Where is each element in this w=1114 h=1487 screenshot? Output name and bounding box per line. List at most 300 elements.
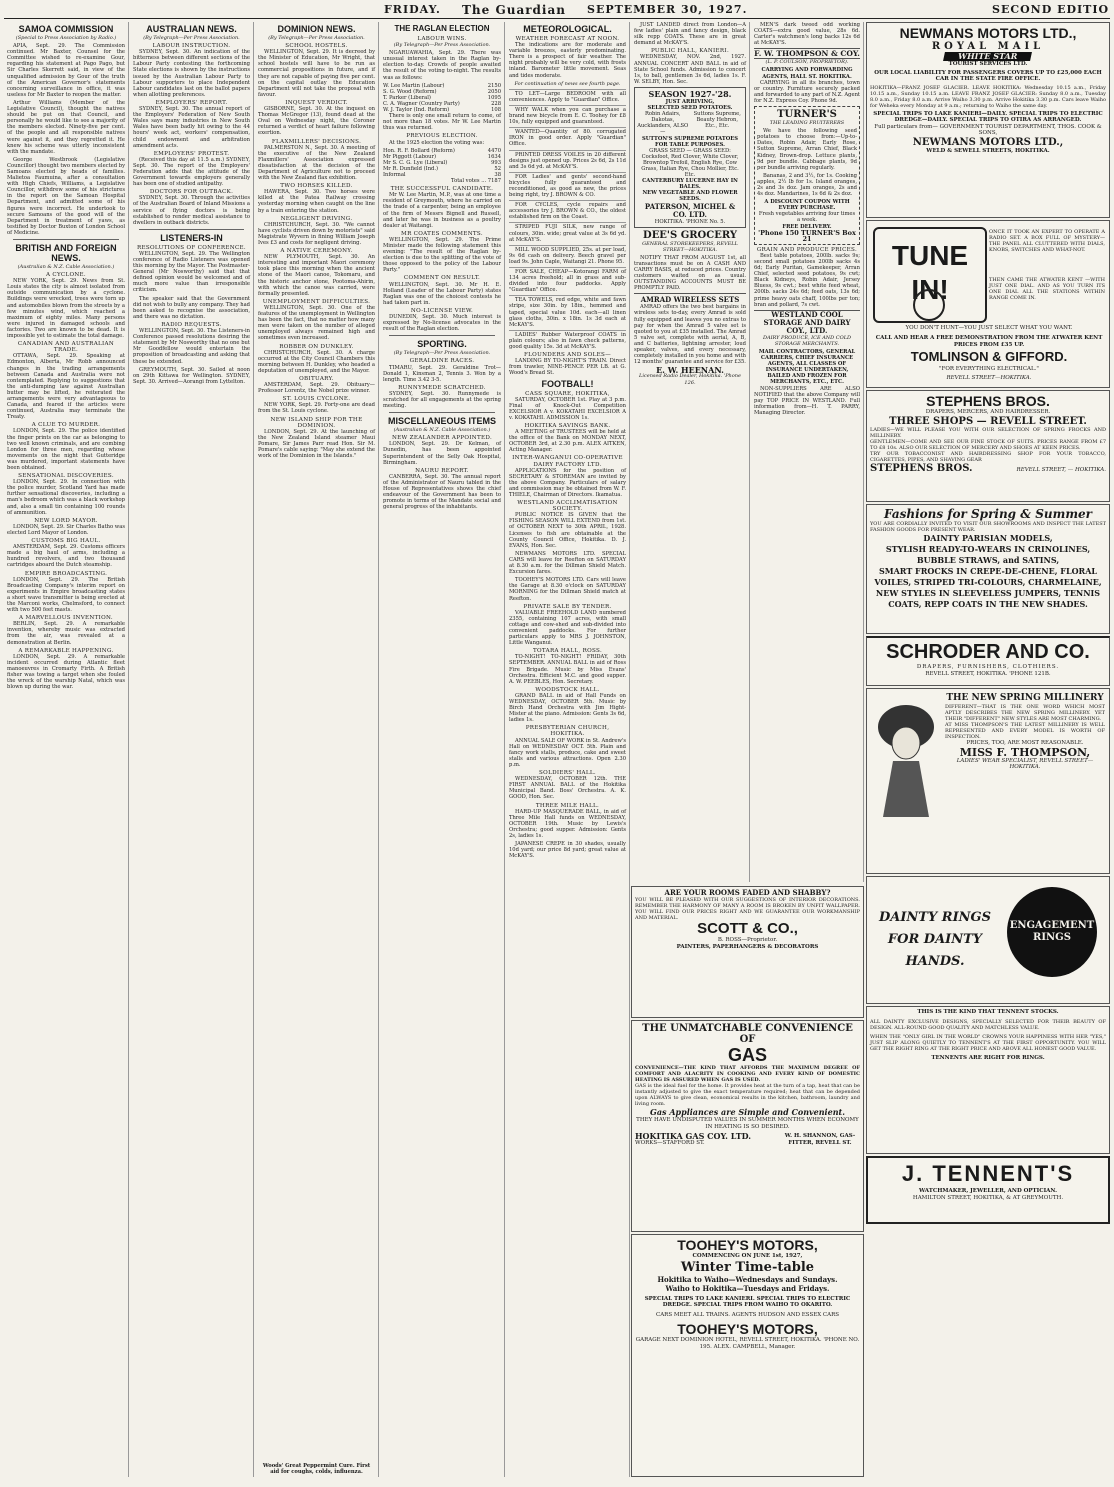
article-paragraph: The speaker said that the Government did not wish to bully any company. They had been asked to recognise the association, and there was no dictation. xyxy=(133,295,250,320)
classified-ad: TEA TOWELS, red edge, white and fawn stripe, size 30in. by 18in., hemmed and taped, special value 10d. each—all linen glass cloths, 30in. x 18in. 1s 3d each at McKAY'S. xyxy=(509,297,626,328)
tennent-text-ad xyxy=(866,1006,1110,1154)
millinery-prices: PRICES, TOO, ARE MOST REASONABLE. xyxy=(966,740,1084,746)
atwater-kent-ad xyxy=(866,220,1110,388)
subheading: PREVIOUS ELECTION. xyxy=(406,133,478,140)
classified-ad: NON-SUPPLIERS ARE ALSO NOTIFIED that the above Company will pay TOP PRICE IN WESTLAND. Full information from—H. T. PARRY, Managing Director. xyxy=(754,385,860,416)
subheading: EMPIRE BROADCASTING. xyxy=(24,570,108,577)
arriving-label: JUST ARRIVING, xyxy=(665,98,715,105)
masthead-day: FRIDAY. xyxy=(384,3,441,16)
amrad-heading: AMRAD WIRELESS SETS xyxy=(634,293,746,304)
headline-dominion-news: DOMINION NEWS. xyxy=(277,24,356,34)
classified-ad: MILL WOOD SUPPLIED, 25s. at per load, 9s 6d cash on delivery. Beech gravel per load 9s. John Caple, Waitangi 21. Phone 95. xyxy=(509,246,626,265)
classified-ad: GRAND BALL in aid of Hall Funds on WEDNESDAY, OCTOBER 5th. Music by Birch Hand Orchestra with Jim Hight-Mister at the piano. Admission: Gents 3s 6d, ladies 1s. xyxy=(509,692,626,724)
subheading: INQUEST VERDICT. xyxy=(285,99,348,106)
newspaper-page xyxy=(4,2,1110,1483)
classified-ad: LADIES' Rubber Waterproof COATS in plain colours; also in fawn check patterns, good quality 15s. 3d at McKAY'S. xyxy=(509,331,626,351)
classified-ad: A MEETING of TRUSTEES will be held at the office of the Bank on MONDAY NEXT, OCTOBER 3rd, at 2.30 p.m. ALEX AITKEN, Acting Manager. xyxy=(509,429,626,454)
fashions-heading: Fashions for Spring & Summer xyxy=(884,507,1092,521)
stephens-address: REVELL STREET, — HOKITIKA. xyxy=(1016,466,1106,473)
subheading: LABOUR INSTRUCTION. xyxy=(152,43,231,50)
timetable-line: Hokitika to Waiho—Wednesdays and Sundays. xyxy=(657,1274,838,1284)
classified-ad: WEDNESDAY, NOV. 2nd, 1927. ANNUAL CONCERT AND BALL in aid of State School funds. Admission to concert 1s, to ball, gentlemen 3s 6d, ladies 1s. F. W. SELBY, Hon. Sec. xyxy=(634,54,746,85)
subheading: OBITUARY. xyxy=(299,375,334,382)
newmans-motors-ad xyxy=(866,22,1110,218)
article-paragraph: AMSTERDAM, Sept. 29. Obituary—Professor Lorentz, the Nobel prize winner. xyxy=(258,382,375,395)
vote-count: 52 xyxy=(494,165,501,172)
subheading: TOTARA HALL, ROSS. xyxy=(532,648,603,655)
article-paragraph: BERLIN, Sept. 29. A remarkable invention, whereby music was extracted from the air, was revealed at a demonstration at Berlin. xyxy=(7,621,125,646)
article-paragraph: WELLINGTON, Sept. 30. Mr H. E. Holland (Leader of the Labour Party) states Raglan was one of the choicest contests he had taken part in. xyxy=(383,281,501,306)
subheading: INTER-WANGANUI CO-OPERATIVE DAIRY FACTORY LTD. xyxy=(512,455,623,468)
three-shops: THREE SHOPS — REVELL STREET. xyxy=(889,415,1087,427)
cars-meet-trains: CARS MEET ALL TRAINS. AGENTS HUDSON AND ESSEX CARS xyxy=(656,1311,839,1318)
classified-ad: TO LET—Large BEDROOM with all conveniences. Apply to "Guardian" Office. xyxy=(509,90,626,103)
byline: (By Telegraph—Per Press Association. xyxy=(393,350,491,357)
classified-ad: WANTED—Quantity of 80. corrugated IRON in good order. Apply "Guardian" Office. xyxy=(509,129,626,148)
shannon-gasfitter: W. H. SHANNON, GAS-FITTER, REVELL ST. xyxy=(784,1133,856,1146)
millinery-text-1: DIFFERENT—THAT IS THE ONE WORD WHICH MOST APTLY DESCRIBES THE NEW SPRING MILLINERY. YET THEIR "DIFFERENT" NEW STYLES ARE MOST CHARMING. xyxy=(945,704,1105,722)
masthead-edition: SECOND EDITIO xyxy=(992,3,1110,16)
article-paragraph: APIA, Sept. 29. The Commission continued. Mr Baxter, Counsel for the Committee wished to re-examine Gour, regarding his statement at Pago Pago, but Sir Charles Skerrett said, in view of the unqualified admission by Gour of the truth of the American Governor's statements concerning surveillance in office, it was useless for Mr Baxter to reopen the matter. xyxy=(7,43,125,98)
headline-football: FOOTBALL! xyxy=(541,378,594,389)
article-paragraph: PALMERSTON N., Sept. 30. A meeting of the executive of the New Zealand Flaxmillers' Association expressed dissatisfaction at the decision of the Department of Agriculture not to proceed with the New Zealand flax exhibition. xyxy=(258,144,375,182)
byline: (By Telegraph—Per Press Association. xyxy=(143,35,240,41)
subheading: NEW ISLAND SHIP FOR THE DOMINION. xyxy=(270,416,363,429)
schroder-name: SCHRODER AND CO. xyxy=(886,641,1090,663)
vote-count: 38 xyxy=(494,171,501,178)
heenan-name: E. W. HEENAN. xyxy=(656,365,724,376)
classified-ad: TO-NIGHT! TO-NIGHT! FRIDAY, 30th SEPTEMBER. ANNUAL BALL in aid of Ross Fire Brigade. Music by Miss Evans' Orchestra. Efficient M.C. and good supper. A. W. PEEBLES, Hon. Secretary. xyxy=(509,654,626,685)
paterson-michel-address: HOKITIKA. 'PHONE No. 5. xyxy=(654,218,726,225)
subheading: A CLUE TO MURDER. xyxy=(31,422,101,429)
classified-ad: NOTIFY THAT FROM AUGUST 1st, all transactions must be on A CASH AND CARRY BASIS, at reduced prices. Country customers waited on as usual. OUTSTANDING ACCOUNTS MUST BE PROMPTLY PAID. xyxy=(634,254,746,292)
article-paragraph: LONDON, Sept. 29. A remarkable incident occurred during Atlantic fleet manoeuvres in Cromarty Firth. A British fisher was towing a target when she fouled the wreck of the warship Natal, which was blown up during the war. xyxy=(7,653,125,691)
article-paragraph: CHRISTCHURCH, Sept. 30. "We cannot have cyclists driven down by motorists" said Magistrate Wyvern in fining William Joseph Ives £3 and costs for negligent driving. xyxy=(258,221,375,246)
article-paragraph: SYDNEY, Sept. 30. Runnymede is scratched for all engagements at the spring meeting. xyxy=(383,390,501,410)
table-potatoes-label: SUTTON'S SUPREME POTATOES FOR TABLE PURPOSES. xyxy=(642,135,738,148)
particulars-from: Full particulars from— GOVERNMENT TOURIST DEPARTMENT, THOS. COOK & SONS, xyxy=(874,123,1102,136)
scott-trades: PAINTERS, PAPERHANGERS & DECORATORS xyxy=(676,943,819,950)
total-votes: Total votes ... 7187 xyxy=(451,178,501,185)
season-heading: SEASON 1927-'28. xyxy=(648,88,732,99)
article-paragraph: George Westbrook (Legislative Councillor) thought two members elected by Samoans elected by heads of families. Malietoa Faumuina, after a consultation with High Chiefs, Williams, a Legislative Councillor, withdrew some of his strictures in the report on the Samoan Hospital Department, and admitted some of his figures were incorrect. He undertook to secure Samoans of the good will of the Department in treatment of yaws, as testified by Doctor Buxton of London School of Medicine. xyxy=(7,156,125,236)
candidate-name: T. Parker (Liberal) xyxy=(383,94,431,101)
classified-ad: APPLICATIONS for the position of SECRETARY & STOREMAN are invited by the above Company. Particulars of salary and commission may be obtained from W. F. THIELE, Chairman of Directors. Ikamatua. xyxy=(509,467,626,498)
candidate-name: W. J. Taylor (Ind. Reform) xyxy=(383,107,450,114)
article-paragraph: (Received this day at 11.5 a.m.) SYDNEY, Sept. 30. The report of the Employers' Federation adds that the attitude of the Government towards employers generally has been one of studied antipathy. xyxy=(133,156,250,188)
toohey-commencing: COMMENCING ON JUNE 1st, 1927, xyxy=(692,1253,803,1259)
divider xyxy=(389,335,495,336)
veg-seeds-label: NEW VEGETABLE AND FLOWER SEEDS. xyxy=(642,190,738,203)
turners-text: We have the following seed potatoes to choose from:—Up-to-Dates, Robin Adair, Early Rose, Sutton Supreme, Arran Chief, Black Kidney, Brown-drop. Lettuce plants, 9d per bundle. Cabbage plants, 9d per bundle arriving regularly. xyxy=(757,128,857,171)
subheading: NEGLIGENT DRIVING. xyxy=(280,215,353,222)
newmans-name: NEWMANS MOTORS LTD., xyxy=(899,25,1077,41)
potato-varieties-2: Suttons Supreme, Beauty Hebron, Etc., Etc. xyxy=(693,111,741,130)
column-australian-news xyxy=(130,22,254,1477)
newmans-name-footer: NEWMANS MOTORS LTD., xyxy=(912,136,1064,148)
subheading: GRAIN AND PRODUCE PRICES. xyxy=(756,246,858,253)
subheading: COMMENT ON RESULT. xyxy=(403,275,481,282)
tennent-rings-slogan: TENNENTS ARE RIGHT FOR RINGS. xyxy=(931,1054,1045,1061)
gas-appliances: Gas Appliances are Simple and Convenient. xyxy=(650,1107,845,1117)
new-styles: NEW STYLES IN SLEEVELESS JUMPERS, TENNIS COATS, REPP COATS IN THE NEW SHADES. xyxy=(875,588,1101,609)
article-paragraph: WELLINGTON, Sept. 30. One of the features of the unemployment in Wellington has been the fact, that no matter how many men were taken on the number of alleged unemployed always remained high and sometimes even increased. xyxy=(258,304,375,342)
headline-listeners-in: LISTENERS-IN xyxy=(160,232,223,243)
winter-timetable: Winter Time-table xyxy=(680,1259,815,1275)
masthead-title: The Guardian xyxy=(462,3,566,17)
byline: (Australian & N.Z. Cable Association.) xyxy=(393,427,491,434)
column-raglan-election xyxy=(380,22,505,1477)
election-results xyxy=(383,83,501,113)
headline-meteorological: METEOROLOGICAL. xyxy=(523,24,612,34)
grain-prices: Best table potatoes, 200lb. sacks 9s; second small potatoes 200lb sacks 4s 6d; Early Puritan, Gamekeeper, Arran Chief, selected seed potatoes, 9s cwt; Black Kidneys, Robin Adair, Jersey Bluess, 9s cwt.; best white feed wheat, 200lb. sacks 24s 6d; feed oats, 13s 6d; prime heavy oats chaff, 100lbs per ton; bran and pollard, 7s cwt. xyxy=(754,252,860,308)
article-paragraph: GISBORNE, Sept. 30. At the inquest on Thomas McGregor (13), found dead at the Oval on Wednesday night, the Coroner returned a verdict of heart failure following exertion. xyxy=(258,106,375,137)
article-paragraph: There is only one small return to come, of not more than 18 votes. Mr W. Lee Martin thus was returned. xyxy=(383,113,501,132)
subheading: NEW ZEALANDER APPOINTED. xyxy=(391,435,493,442)
divider xyxy=(13,239,119,240)
article-paragraph: CANBERRA, Sept. 30. The annual report of the Administrator of Nauru tabled in the House of Representatives shows the chief endeavour of the Government has been to promote in terms of the Mandate social and general progress of the inhabitants. xyxy=(383,473,501,511)
subheading: RUNNYMEDE SCRATCHED. xyxy=(398,384,486,391)
vote-count: 108 xyxy=(491,107,501,114)
scott-proprietor: B. ROSS—Proprietor. xyxy=(717,937,778,943)
classified-ad: PUBLIC NOTICE IS GIVEN that the FISHING SEASON WILL EXTEND from 1st. of OCTOBER NEXT to 30th APRIL, 1928. Licenses to fish are obtainable at the County Council Office, Hokitika. D. J. EVANS, Hon. Sec. xyxy=(509,512,626,549)
headline-raglan-election: THE RAGLAN ELECTION xyxy=(394,24,490,33)
gas-word: GAS xyxy=(727,1045,767,1065)
stephens-ladies: LADIES—WE WILL PLEASE YOU WITH OUR SELECTION OF SPRING FROCKS AND MILLINERY. xyxy=(870,426,1106,439)
classified-ad: WEDNESDAY, OCTOBER 12th. THE FIRST ANNUAL BALL of the Hokitika Municipal Band. Boss' Orchestra. A. K. GOOD, Hon. Sec. xyxy=(509,776,626,801)
article-paragraph: SYDNEY, Sept. 30. An indication of the bitterness between different sections of the Labour Party contesting the forthcoming State elections is shown by the instructions issued by the Australian Labour Party to Labour supporters to place Independent Labour candidates last on the ballot papers when allotting preferences. xyxy=(133,49,250,98)
subheading: NEW LORD MAYOR. xyxy=(34,517,98,524)
dees-grocery-sub: GENERAL STOREKEEPERS, REVELL STREET—HOKITIKA. xyxy=(642,240,738,253)
westland-cool-storage-name: WESTLAND COOL STORAGE AND DAIRY COY., LTD. xyxy=(754,310,860,335)
gas-company-name: HOKITIKA GAS COY. LTD. xyxy=(635,1131,752,1141)
miss-thompson-name: MISS F. THOMPSON, xyxy=(959,745,1091,759)
faded-rooms-heading: ARE YOUR ROOMS FADED AND SHABBY? xyxy=(664,888,831,897)
classified-ad: WHY WALK when you can purchase a brand new bicycle from E. C. Toohey for £8 10s, fully equipped and guaranteed. xyxy=(509,106,626,126)
headline-samoa: SAMOA COMMISSION xyxy=(18,24,114,34)
subheading: A NATIVE CEREMONY. xyxy=(280,248,353,255)
candidate-name: Informal xyxy=(383,171,406,178)
gas-heading: THE UNMATCHABLE CONVENIENCE OF xyxy=(642,1023,853,1045)
vote-count: 993 xyxy=(491,159,501,166)
byline: (Australian & N.Z. Cable Association.) xyxy=(17,264,115,270)
subheading: GERALDINE RACES. xyxy=(409,358,475,365)
tennent-stocks: THIS IS THE KIND THAT TENNENT STOCKS. xyxy=(917,1009,1059,1015)
subheading: EMPLOYERS' REPORT. xyxy=(155,99,228,106)
toohey-motors-ad xyxy=(631,1234,864,1477)
discount-coupon: A DISCOUNT COUPON WITH EVERY PURCHASE. xyxy=(764,199,850,212)
candidate-name: Mr S. C. G. Lye (Liberal) xyxy=(383,159,448,166)
column-meteorological-classifieds xyxy=(506,22,630,1477)
subheading: ROBBER ON DUNKLEY. xyxy=(279,343,354,350)
fashions-invite: YOU ARE CORDIALLY INVITED TO VISIT OUR SHOWROOMS AND INSPECT THE LATEST FASHION GOODS FOR PRESENT WEAR. xyxy=(870,521,1106,533)
classified-ad: JAPANESE CREPE in 30 shades, usually 10d yard; our price 8d yard; great value at McKAY'S. xyxy=(509,841,626,860)
byline: (Special to Press Association by Radio.) xyxy=(15,35,117,41)
engagement-rings-badge: ENGAGEMENT RINGS xyxy=(1007,887,1097,977)
dees-grocery-name: DEE'S GROCERY xyxy=(643,229,737,241)
subheading: WOODSTOCK HALL. xyxy=(535,686,600,693)
headline-sporting: SPORTING. xyxy=(417,339,467,350)
divider xyxy=(389,412,495,413)
article-paragraph: LONDON, Sept. 29. The British Broadcasting Company's interim report on experiments in Empire broadcasting states a short wave transmitter is being erected at the Marconi works, Chelmsford, to connect with two 500 feet masts. xyxy=(7,576,125,614)
scott-name: SCOTT & CO., xyxy=(697,920,798,937)
classified-ad: FOR SALE, CHEAP—Kotorangi FARM of 134 acres freehold; all in grass and sub-divided into four paddocks. Apply "Guardian" Office. xyxy=(509,269,626,294)
subheading: HOKITIKA SAVINGS BANK. xyxy=(524,422,611,429)
subheading: LABOUR WINS. xyxy=(417,36,467,42)
tune-text-3: YOU DON'T HUNT—YOU JUST SELECT WHAT YOU WANT. xyxy=(905,325,1073,331)
smart-frocks: SMART FROCKS IN CREPE-DE-CHENE, FLORAL VOILES, STRIPED TRI-COLOURS, CHARMELAINE, xyxy=(874,566,1102,587)
scott-decorators-ad xyxy=(631,886,864,1018)
tennent-address: HAMILTON STREET, HOKITIKA, & AT GREYMOUTH. xyxy=(912,1194,1064,1201)
spring-millinery-ad xyxy=(866,688,1110,874)
subheading: A CYCLONE. xyxy=(45,272,87,279)
subheading: PRIVATE SALE BY TENDER. xyxy=(523,603,612,610)
stephens-gentlemen: GENTLEMEN—COME AND SEE OUR FINE STOCK OF SUITS. PRICES RANGE FROM £7 TO £8 10s. ALSO OUR SELECTION OF MERCERY AND SHOES AT KEEN PRICES. xyxy=(870,438,1106,451)
stephens-name: STEPHENS BROS. xyxy=(926,393,1050,409)
candidate-name: C. A. Wagner (Country Party) xyxy=(383,100,460,107)
headline-australian-news: AUSTRALIAN NEWS. xyxy=(146,24,237,34)
ready-to-wears: STYLISH READY-TO-WEARS IN CRINOLINES, BUBBLE STRAWS, and SATINS, xyxy=(885,544,1091,565)
subheading: DOCTORS FOR OUTBACK. xyxy=(149,189,234,196)
vote-count: 2050 xyxy=(487,88,501,95)
dial-icon xyxy=(913,289,945,321)
schroder-fashions-ad xyxy=(866,504,1110,634)
toohey-address: GARAGE NEXT DOMINION HOTEL, REVELL STREET, HOKITIKA. 'PHONE NO. 195. ALEX. CAMPBELL, Manager. xyxy=(635,1337,860,1350)
subheading: NO-LICENSE VIEW. xyxy=(410,307,474,314)
column-samoa-and-foreign xyxy=(4,22,129,1477)
classified-ad: LANDING BY TO-NIGHT'S TRAIN. Direct from trawler, NINE-PENCE PER LB. at G. Wood's Bread St. xyxy=(509,358,626,377)
subheading: CUSTOMS BIG HAUL. xyxy=(31,538,101,545)
subheading: THE SUCCESSFUL CANDIDATE. xyxy=(390,186,494,193)
column-dominion-news xyxy=(255,22,379,1477)
subheading: SOLDIERS' HALL. xyxy=(539,770,596,777)
vote-count: 1095 xyxy=(487,94,501,101)
article-paragraph: LONDON, Sept. 29. In connection with the police murder, Scotland Yard has made further sensational discoveries, including a man's bedroom which was a black workshop and, also a small tin containing 100 rounds of ammunition. xyxy=(7,479,125,516)
subheading: RESOLUTIONS OF CONFERENCE. xyxy=(137,244,246,251)
lady-hat-illustration xyxy=(873,697,939,817)
turners-ad xyxy=(754,106,860,245)
gas-company-works: WORKS—STAFFORD ST. xyxy=(635,1140,705,1146)
thompson-sub: (L. P. COULSON, PROPRIETOR). xyxy=(765,59,849,66)
gas-convenience: CONVENIENCE—THE KIND THAT AFFORDS THE MAXIMUM DEGREE OF COMFORT AND ALACRITY IN COOKING AND EVERY KIND OF DOMESTIC HEATING IS ASSURED WHEN GAS IS USED. xyxy=(635,1065,860,1083)
subheading: NAURU REPORT. xyxy=(415,467,469,474)
classified-ad: FOR Ladies' and gents' second-hand bicycles fully guaranteed and reconditioned, as good as new, the prices being right, try J. BROWN & CO. xyxy=(509,173,626,199)
article-paragraph: DUNEDIN, Sept. 30. Much interest is expressed by No-license advocates in the result of the Raglan election. xyxy=(383,314,501,333)
turners-name: TURNER'S xyxy=(777,109,837,121)
continuation-note: For continuation of news see fourth page. xyxy=(514,80,621,87)
schroder-name-block xyxy=(866,636,1110,686)
column-local-ads-a xyxy=(631,22,750,882)
special-trips: SPECIAL TRIPS TO LAKE KANIERI—DAILY. SPECIAL TRIPS TO ELECTRIC DREDGE—DAILY. SPECIAL TRIPS TO OTIRA AS ARRANGED. xyxy=(873,110,1103,123)
tomlinson-address: REVELL STREET—HOKITIKA. xyxy=(946,375,1032,381)
classified-ad: HARD-UP MASQUERADE BALL, in aid of Three Mile Hall funds on WEDNESDAY, OCTOBER 19th. Music by Lewis's Orchestra; good supper. Admission: Gents 2s, ladies 1s. xyxy=(509,808,626,839)
article-paragraph: LONDON, Sept. 29. The police identified the finger prints on the car as belonging to two well known criminals, and are combing London for three men, regarding whose movements on the night that Gutteridge was murdered, important statements have been obtained. xyxy=(7,428,125,471)
potatoes-label: SELECTED SEED POTATOES. xyxy=(647,105,733,112)
subheading: WEATHER FORECAST AT NOON. xyxy=(515,36,620,42)
schroder-address: REVELL STREET, HOKITIKA. 'PHONE 121B. xyxy=(925,670,1051,677)
miss-thompson-address: LADIES' WEAR SPECIALIST, REVELL STREET—HOKITIKA. xyxy=(956,757,1094,770)
article-paragraph: NEW PLYMOUTH, Sept. 30. An interesting and important Maori ceremony took place this morning when the ancient stone of the Maori canoe, Tokomaru, and the historic anchor stone, Pootoma-Ahirin, with which the canoe was carried, were formally presented. xyxy=(258,254,375,297)
article-paragraph: Arthur Williams (Member of the Legislative Council), thought the natives should be put on that Council, and personally he would like to see a majority of the members elected. Ninety-five per cent. of the people and all responsible natives were against it, and they regretted it. He knew his scheme was utterly inconsistent with the mandate. xyxy=(7,99,125,155)
dainty-rings-ad xyxy=(866,876,1110,1004)
tune-text-2: THEN CAME THE ATWATER KENT —WITH JUST ONE DIAL. AND AS YOU TURN ITS ONE DIAL ALL THE STATIONS WITHIN RANGE COME IN. xyxy=(989,277,1105,301)
classified-ad: NEWMANS MOTORS LTD. SPECIAL CARS will leave for Reefton on SATURDAY at 8.30 a.m. for the Dillman Shield Match. Excursion fares. xyxy=(509,550,626,576)
byline: (By Telegraph—Per Press Association. xyxy=(268,35,365,41)
classified-list xyxy=(509,89,626,350)
timetable-line: Waiho to Hokitika—Tuesdays and Fridays. xyxy=(665,1283,830,1293)
article-paragraph: AMSTERDAM, Sept. 29. Customs officers made a big haul of arms, including a hundred revolvers, and two thousand cartridges aboard the Dutch steamship. xyxy=(7,544,125,569)
peppermint-cure-ad: Woods' Great Peppermint Cure. First aid for coughs, colds, influenza. xyxy=(262,1462,371,1475)
article-paragraph: WELLINGTON, Sept. 29. It is decreed by the Minister of Education, Mr Wright, that school hostels will have to be run as commercial propositions in future, and if they are not capable of paying five per cent. on the capital outlay the Education Department will not take the proposal with favour. xyxy=(258,49,375,98)
potato-varieties-1: Robin Adairs, Dakotas, Aucklanders, ALSO— xyxy=(637,111,689,136)
fresh-veg-note: Fresh vegetables arriving four times a week. xyxy=(758,211,856,224)
westland-sub: DAIRY PRODUCE, ICE AND COLD STORAGE MERCHANTS. xyxy=(762,334,852,347)
tune-in-heading: TUNE IN! xyxy=(891,240,969,305)
forecast-text: The indications are for moderate and variable breezes, easterly predominating. There is a prospect of fair weather. The night probably will be very cold, with frosts inland. Barometer little movement. Seas and tides moderate. xyxy=(509,42,626,79)
tennent-designs: ALL DAINTY EXCLUSIVE DESIGNS, SPECIALLY SELECTED FOR THEIR BEAUTY OF DESIGN. ALL-ROUND GOOD QUALITY AND MATCHLESS VALUE. xyxy=(870,1018,1106,1031)
toohey-name: TOOHEY'S MOTORS, xyxy=(677,1237,818,1253)
candidate-name: S. G. Wood (Reform) xyxy=(383,88,437,95)
paterson-michel-name: PATERSON, MICHEL & CO. LTD. xyxy=(644,201,736,219)
millinery-heading: THE NEW SPRING MILLINERY xyxy=(946,693,1104,703)
turners-text: Bananas, 2 and 3½, for 1s. Cooking apples, 2½ lb for 1s. Island oranges, 2s and 3s doz. Jam oranges, 2s and 4s doz. Mandarines, 1s 6d & 2s doz. xyxy=(757,172,857,198)
liability-note: OUR LOCAL LIABILITY FOR PASSENGERS COVERS UP TO £25,000 EACH CAR IN THE STATE FIRE OFFICE. xyxy=(874,69,1102,82)
classified-ad: SATURDAY, OCTOBER 1st. Play at 3 p.m. Final of Knock-Out Competition EXCELSIOR A v. KOKATAHI EXCELSIOR A v. KOKATAHI. ADMISSION 1s. xyxy=(509,396,626,421)
decorators-text: YOU WILL BE PLEASED WITH OUR SUGGESTIONS OF INTERIOR DECORATIONS. REMEMBER THE HARMONY OF MANY A ROOM IS BROKEN BY UNFIT WALLPAPER. YOU WILL FIND OUR PRICES RIGHT AND WE GUARANTEE OUR WORKMANSHIP AND MATERIAL. xyxy=(635,897,860,921)
subheading: PUBLIC HALL, KANIERI. xyxy=(650,48,730,55)
subheading: CASS SQUARE, HOKITIKA, xyxy=(525,390,610,397)
subheading: SENSATIONAL DISCOVERIES. xyxy=(18,473,114,480)
headline-foreign-news: BRITISH AND FOREIGN NEWS. xyxy=(15,243,117,263)
subheading: WESTLAND ACCLIMATISATION SOCIETY. xyxy=(517,500,618,513)
stephens-trades: DRAPERS, MERCERS, AND HAIRDRESSER. xyxy=(925,409,1051,415)
subheading: MR COATES COMMENTS. xyxy=(401,230,483,237)
parisian-models: DAINTY PARISIAN MODELS, xyxy=(923,533,1053,543)
classified-ad: STRIPED FUJI SILK, new range of colours, 30in. wide; great value at 3s 6d yd. at McKAY'S. xyxy=(509,224,626,243)
classified-ad: MEN'S dark tweed odd working COATS—extra good value, 28s 6d. Carter's watchmen's long backs 12s 6d at McKAY'S. xyxy=(754,22,860,47)
tomlinson-gifford-name: TOMLINSON & GIFFORD. xyxy=(910,349,1068,364)
article-paragraph: NEW YORK, Sept. 29. Forty-one are dead from the St. Louis cyclone. xyxy=(258,402,375,415)
subheading: FLAXMILLERS' DECISIONS. xyxy=(271,138,362,145)
classified-ad: PRINTED DRESS VOILES in 20 different designs just opened up. Prices 2s 6d, 2s 11d and 3s 6d yd. at McKAY'S. xyxy=(509,151,626,170)
vote-count: 1634 xyxy=(487,153,501,160)
gas-ad xyxy=(631,1020,864,1232)
tennent-name: J. TENNENT'S xyxy=(901,1161,1075,1186)
vote-count: 2150 xyxy=(487,82,501,89)
millinery-text-2: AT MISS THOMPSON'S THE LATEST MILLINERY IS WELL REPRESENTED AND EVERY MODEL IS WORTH OF INSPECTION. xyxy=(945,722,1105,740)
masthead xyxy=(4,2,1110,19)
article-paragraph: At the 1925 election the voting was: xyxy=(389,139,485,146)
newmans-address: WELD & SEWELL STREETS, HOKITIKA. xyxy=(926,147,1050,154)
tune-text-1: ONCE IT TOOK AN EXPERT TO OPERATE A RADIO SET. A BOX FULL OF MYSTERY—THE PANEL ALL CLUTTERED WITH DIALS, KNOBS, SWITCHES AND WHAT-NOT. xyxy=(989,229,1105,253)
headline-miscellaneous: MISCELLANEOUS ITEMS xyxy=(387,416,496,427)
toohey-name-footer: TOOHEY'S MOTORS, xyxy=(677,1321,818,1337)
tennent-name-ad xyxy=(866,1156,1110,1224)
turners-phone: 'Phone 150 TURNER'S Box 21 xyxy=(758,228,856,243)
dainty-rings-heading: DAINTY RINGS FOR DAINTY HANDS. xyxy=(878,910,992,969)
article-paragraph: TIMARU, Sept. 29. Geraldine Trot—Donald 1, Kinsman 2, Tennis 3. Won by a length. Time 3.42 3-5. xyxy=(383,364,501,383)
classified-ad: VALUABLE FREEHOLD LAND numbered 2355, containing 107 acres, with small cottage and cow-shed and sub-divided into convenient paddocks. For further particulars apply to MRS J. JOHNSTON, Little Wanganui. xyxy=(509,609,626,647)
article-paragraph: Mr W. Lee Martin, M.P., was at one time a resident of Greymouth, where he carried on the trade of a carpenter, being an employee of the firm of Messrs Bignell and Russell, and later he was in business as a poultry dealer at Waitangi. xyxy=(383,192,501,229)
royal-mail: ROYAL MAIL xyxy=(931,41,1045,52)
article-paragraph: OTTAWA, Sept. 29. Speaking at Edmonton, Alberta, Mr Robb announced changes in the trading arrangements between Canada and Australia were not contemplated. Replying to suggestions that the anti-dumping law against Australian butter may be lifted, he reiterated the arrangements were very advantageous to Canada, and feared if the articles were continued, Australia may terminate the Treaty. xyxy=(7,353,125,421)
westland-services: MAIL CONTRACTORS, GENERAL CARRIERS, CHIEF INSURANCE AGENTS, ALL CLASSES OF INSURANCE UNDERTAKEN, BAILED AND FROZEN FOR MERCHANTS, ETC., ETC. xyxy=(758,348,856,386)
subheading: CANADIAN AND AUSTRALIAN TRADE. xyxy=(17,341,115,354)
classified-ad: AMRAD offers the two best bargains in wireless sets to-day, every Amrad is sold fully equipped and leaves you no extras to pay for when the Amrad 5 valve set is quoted to you at £35 installed. The Amrad 5 valve set, complete with aerial, A, B, and C batteries, lightning arrester, loud speaker, valves, and every necessary, completely installed in you home and with 12 months' guarantee and service for £35. xyxy=(634,304,746,366)
article-paragraph: LONDON, Sept. 29. Sir Charles Batho was elected Lord Mayor of London. xyxy=(7,523,125,536)
divider xyxy=(139,229,244,230)
byline: (By Telegraph—Per Press Association. xyxy=(393,42,491,49)
candidate-name: Hon. R. F. Bollard (Reform) xyxy=(383,147,455,154)
vote-count: 228 xyxy=(491,100,501,107)
special-trips: SPECIAL TRIPS TO LAKE KANIERI. SPECIAL TRIPS TO ELECTRIC DREDGE. SPECIAL TRIPS FROM WAIHO TO OKARITO. xyxy=(644,1295,851,1308)
classified-ad: TOOHEY'S MOTORS LTD. Cars will leave the Garage at 8.30 o'clock on SATURDAY MORNING for the Dillman Shield match at Reefton. xyxy=(509,577,626,602)
turners-sub: THE LEADING FRUITERERS xyxy=(769,120,845,127)
stephens-bros-ad xyxy=(866,390,1110,502)
candidate-name: W. Lee Martin (Labour) xyxy=(383,82,445,89)
subheading: TWO HORSES KILLED. xyxy=(280,183,353,190)
article-paragraph: WELLINGTON, Sept. 29. The Prime Minister made the following statement this evening: "The result of the Raglan by-election is due to the splitting of the vote of those opposed to the policy of the Labour Party." xyxy=(383,236,501,274)
grass-seed-list: GRASS SEED — GRASS SEED: Cocksfoot, Red Clover, White Clover, Browntop Trefoil, English Rye, Cow Grass, Italian Rye, Chou Mollier, Etc. Etc. xyxy=(641,147,739,179)
subheading: ST. LOUIS CYCLONE. xyxy=(282,396,351,403)
column-local-ads-b xyxy=(751,22,864,882)
stephens-name-footer: STEPHENS BROS. xyxy=(870,462,973,474)
glacier-timetable: HOKITIKA—FRANZ JOSEF GLACIER. LEAVE HOKITIKA: Wednesday 10.15 a.m., Friday 10.15 a.m., Sunday 10.15 a.m. LEAVE FRANZ JOSEF GLACIER: Sunday 8.0 a.m., Tuesday 8.0 a.m., Friday 8.0 a.m. Arrive Waiho 3.30 p.m. Arrive Hokitika 3.30 p.m. Cars leave Waiho for Weheka every Monday at 9 a.m.; returning to Waiho the same day. xyxy=(870,84,1106,109)
article-paragraph: SYDNEY, Sept. 30. Through the activities of the Australian Board of Inland Missions a service of flying doctors is being established to render medical assistance to dwellers in outback districts. xyxy=(133,195,250,226)
subheading: A MARVELLOUS INVENTION. xyxy=(19,615,113,622)
subheading: EMPLOYERS' PROTEST. xyxy=(153,150,230,157)
tennent-only-girl: WHEN THE "ONLY GIRL IN THE WORLD" CROWNS YOUR HAPPINESS WITH HER "YES," JUST SLIP ALONG QUIETLY TO TENNENT'S AT THE FIRST OPPORTUNITY. YOU WILL GET THE RIGHT RING AT THE RIGHT PRICE AND ABOVE ALL HONEST GOOD VALUE. xyxy=(870,1033,1106,1052)
subheading: THREE MILE HALL. xyxy=(535,802,600,809)
candidate-name: Mr R. Dunfield (Ind.) xyxy=(383,165,439,172)
tennent-trades: WATCHMAKER, JEWELLER, AND OPTICIAN. xyxy=(918,1188,1058,1194)
article-paragraph: GREYMOUTH, Sept. 30. Sailed at noon on 29th Kittawa for Wellington. SYDNEY, Sept. 30. Arrived—Aorangi from Lyttelton. xyxy=(133,366,250,385)
tourist-services: TOURIST SERVICES LTD. xyxy=(948,61,1028,67)
vote-count: 4470 xyxy=(487,147,501,154)
classified-ad: ANNUAL SALE OF WORK in St. Andrew's Hall on WEDNESDAY OCT. 5th. Plain and fancy work stalls, produce, cake and sweet stalls and various attractions. Open 2.30 p.m. xyxy=(509,737,626,768)
subheading: SCHOOL HOSTELS. xyxy=(285,43,348,50)
article-paragraph: WELLINGTON, Sept. 30. The Listeners-in Conference passed resolutions desiring the statement by Mr Nosworthy that no one but Mr Goodfellow would entertain the proposition of broadcasting and asking that these be extended. xyxy=(133,328,250,365)
article-paragraph: WELLINGTON, Sept. 29. The Wellington conference of Radio Listeners was opened this morning by the Mayor. The Postmaster-General (Mr Nosworthy) said that that defined opinion would be welcomed and of much more value than irresponsible criticism. xyxy=(133,250,250,294)
lucerne-label: CANTERBURY LUCERNE HAY IN BALES. xyxy=(642,178,738,191)
article-paragraph: LONDON, Sept. 29. Dr Kelman, of Dunedin, has been appointed Superintendent of the Selly Oak Hospital, Birmingham. xyxy=(383,441,501,466)
white-star-logo: WHITE STAR xyxy=(943,52,1032,61)
subheading: RADIO REQUESTS. xyxy=(161,321,222,328)
classified-ad: CARRYING in all its branches, town or country. Furniture securely packed and forwarded to any part of N.Z. Agent for N.Z. Express Coy. Phone 9d. xyxy=(754,79,860,104)
gas-economy: THEY HAVE UNDISPUTED VALUES IN SUMMER MONTHS WHEN ECONOMY IN HEATING IS SO DESIRED. xyxy=(636,1117,859,1130)
subheading: PRESBYTERIAN CHURCH, HOKITIKA. xyxy=(525,725,610,738)
article-paragraph: NGARUAWAHIA, Sept. 29. There was unusual interest taken in the Raglan by-election to-day. Crowds of people awaited the result of the voting to-night. The results was as follows: xyxy=(383,50,501,81)
article-paragraph: NEW YORK, Sept. 29. News from St. Louis states the city is almost isolated from outside communication by a cyclone. Buildings were wrecked, trees were torn up and automobiles blown from the streets by a few minutes wind, which reached a maximum of eighty miles. Many persons were injured in damaged schools and factories. Two are known to be dead. It is impossible yet to estimate the total damage. xyxy=(7,278,125,340)
thompson-name: F. W. THOMPSON & COY. xyxy=(754,49,860,59)
subheading: UNEMPLOYMENT DIFFICULTIES. xyxy=(262,298,371,305)
tomlinson-slogan: "FOR EVERYTHING ELECTRICAL." xyxy=(939,366,1039,372)
thompson-agents: CARRYING AND FORWARDING AGENTS, HALL ST. HOKITIKA. xyxy=(761,67,853,80)
article-paragraph: CHRISTCHURCH, Sept. 30. A charge occurred at the City Council Chambers this morning between H. Dunkley, who headed a deputation of unemployed, and the Mayor. xyxy=(258,349,375,374)
article-paragraph: HAWERA, Sept. 30. Two horses were killed at the Patea Railway crossing yesterday morning when caught on the line by a train entering the station. xyxy=(258,189,375,214)
masthead-date: SEPTEMBER 30, 1927. xyxy=(587,3,748,16)
previous-election-results xyxy=(383,148,501,178)
article-paragraph: SYDNEY, Sept. 30. The annual report of the Employers' Federation of New South Wales says many industries in New South Wales have been badly hit owing to the 44 hours' week act, workers' compensation, child endowment and arbitration amendment acts. xyxy=(133,106,250,149)
subheading: A REMARKABLE HAPPENING. xyxy=(18,647,114,654)
gas-ideal-fuel: GAS is the ideal fuel for the home. It provides heat at the turn of a tap, heat that can be instantly adjusted to give the exact temperature required; heat that can be depended upon ALWAYS to give clean, economical results in the kitchen, bathroom, laundry and living room. xyxy=(635,1083,860,1107)
schroder-trades: DRAPERS, FURNISHERS, CLOTHIERS. xyxy=(916,664,1060,670)
classified-ad: FOR CYCLES, cycle repairs and accessories try J. BROWN & CO., the oldest established firm on the Coast. xyxy=(509,202,626,221)
demonstration-offer: CALL AND HEAR A FREE DEMONSTRATION FROM THE ATWATER KENT PRICES FROM £35 UP. xyxy=(875,335,1103,348)
heenan-sub: Licensed Radio Dealer, Hokitika. 'Phone 126. xyxy=(639,373,741,386)
article-paragraph: LONDON, Sept. 29. At the launching of the New Zealand Island steamer Maui Pomare, Sir James Parr read Hon. Sir M. Pomare's cable saying: "May she extend the work of the Dominion in the Islands." xyxy=(258,428,375,460)
stephens-tobacco: TRY OUR TOBACCONIST AND HAIRDRESSING SHOP FOR YOUR TOBACCO, CIGARETTES, PIPES, AND SHAVING GEAR xyxy=(870,450,1106,463)
